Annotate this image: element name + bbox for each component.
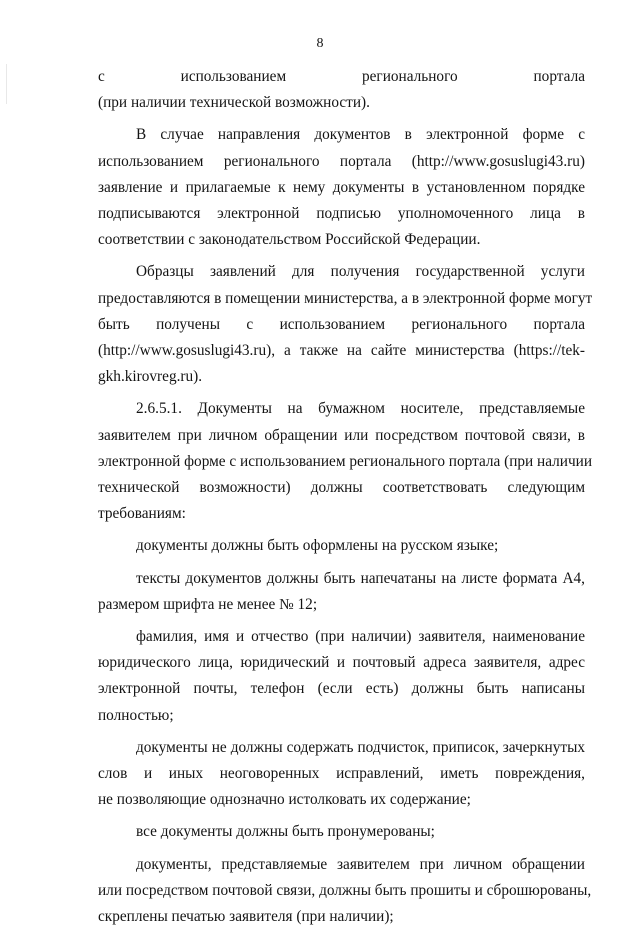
requirement-print-format [98,566,585,618]
text-line: скреплены печатью заявителя (при наличии); [98,908,394,926]
text-line: (http://www.gosuslugi43.ru), а также на сайте министерства (https://tek- [98,342,585,360]
requirement-russian-language [98,533,585,559]
text-line: Образцы заявлений для получения государственной услуги [136,263,585,281]
text-line: использованием регионального портала (http://www.gosuslugi43.ru) [98,152,585,170]
document-body [98,64,593,930]
text-line: размером шрифта не менее № 12; [98,595,318,613]
paragraph-application-samples [98,259,593,390]
text-line: соответствии с законодательством Российской Федерации. [98,231,481,249]
text-line: или посредством почтовой связи, должны быть прошиты и сброшюрованы, [98,881,592,899]
text-line: (при наличии технической возможности). [98,94,370,112]
text-line: заявителем при личном обращении или посредством почтовой связи, в [98,426,585,444]
text-line: тексты документов должны быть напечатаны на листе формата А4, [136,569,585,587]
page-number: 8 [316,36,324,51]
text-line: все документы должны быть пронумерованы; [136,823,435,841]
paragraph-2-6-5-1-requirements [98,396,593,527]
requirement-no-corrections [98,735,585,814]
text-line: электронной форме с использованием регионального портала (при наличии [98,452,593,470]
text-line: В случае направления документов в электронной форме с [136,126,585,144]
text-line: слов и иных неоговоренных исправлений, иметь повреждения, [98,765,585,783]
text-line: с использованием регионального портала [98,68,585,85]
text-line: документы, представляемые заявителем при личном обращении [136,855,585,873]
text-line: подписываются электронной подписью уполномоченного лица в [98,205,585,223]
text-line: полностью; [98,706,174,724]
text-line: требованиям: [98,505,186,523]
text-line: заявление и прилагаемые к нему документы в установленном порядке [98,178,585,196]
paragraph-electronic-submission [98,122,585,253]
text-line: документы не должны содержать подчисток, приписок, зачеркнутых [136,738,585,756]
text-line: не позволяющие однозначно истолковать их содержание; [98,791,471,809]
scan-margin-mark [6,64,7,104]
text-line: документы должны быть оформлены на русском языке; [136,537,499,555]
text-line: предоставляются в помещении министерства, а в электронной форме могут [98,289,593,307]
text-line: gkh.kirovreg.ru). [98,368,203,386]
text-line: электронной почты, телефон (если есть) должны быть написаны [98,680,585,698]
paragraph-portal-continuation [98,64,585,116]
requirement-bound-and-sealed [98,852,592,930]
requirement-applicant-details [98,624,585,729]
text-line: фамилия, имя и отчество (при наличии) заявителя, наименование [136,628,585,646]
requirement-numbered [98,819,585,845]
text-line: юридического лица, юридический и почтовый адреса заявителя, адрес [98,654,585,672]
text-line: быть получены с использованием регионального портала [98,315,585,333]
text-line: 2.6.5.1. Документы на бумажном носителе, представляемые [136,400,585,418]
text-line: технической возможности) должны соответствовать следующим [98,479,585,497]
